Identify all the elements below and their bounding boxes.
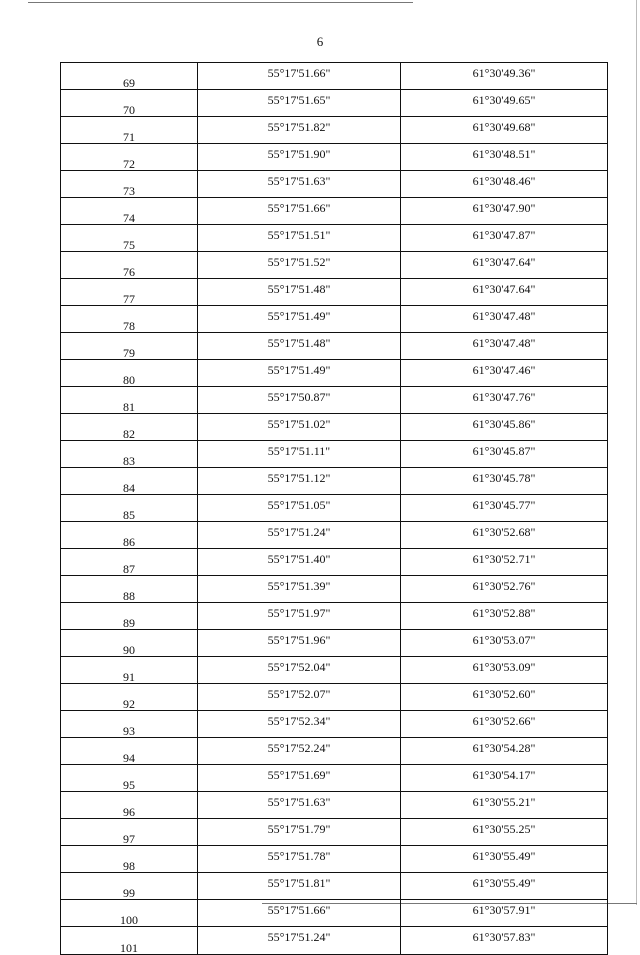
- point-number-cell: 94: [61, 738, 198, 765]
- latitude-cell: 55°17'52.24": [198, 738, 401, 765]
- longitude-cell: 61°30'55.21": [401, 792, 608, 819]
- latitude-cell: 55°17'51.52": [198, 252, 401, 279]
- point-number-cell: 91: [61, 657, 198, 684]
- longitude-cell: 61°30'47.76": [401, 387, 608, 414]
- point-number-cell: 73: [61, 171, 198, 198]
- longitude-cell: 61°30'45.77": [401, 495, 608, 522]
- longitude-cell: 61°30'52.71": [401, 549, 608, 576]
- point-number-cell: 90: [61, 630, 198, 657]
- latitude-cell: 55°17'51.12": [198, 468, 401, 495]
- table-row: [61, 819, 608, 846]
- point-number-cell: 77: [61, 279, 198, 306]
- latitude-cell: 55°17'51.63": [198, 792, 401, 819]
- latitude-cell: 55°17'51.66": [198, 63, 401, 90]
- table-row: [61, 522, 608, 549]
- table-row: [61, 576, 608, 603]
- point-number-cell: 93: [61, 711, 198, 738]
- point-number-cell: 95: [61, 765, 198, 792]
- point-number-cell: 87: [61, 549, 198, 576]
- longitude-cell: 61°30'52.66": [401, 711, 608, 738]
- point-number-cell: 81: [61, 387, 198, 414]
- latitude-cell: 55°17'51.51": [198, 225, 401, 252]
- table-row: [61, 711, 608, 738]
- longitude-cell: 61°30'47.48": [401, 306, 608, 333]
- table-row: [61, 927, 608, 955]
- table-row: [61, 765, 608, 792]
- latitude-cell: 55°17'51.49": [198, 360, 401, 387]
- longitude-cell: 61°30'45.86": [401, 414, 608, 441]
- latitude-cell: 55°17'51.02": [198, 414, 401, 441]
- longitude-cell: 61°30'52.76": [401, 576, 608, 603]
- latitude-cell: 55°17'51.63": [198, 171, 401, 198]
- point-number-cell: 74: [61, 198, 198, 225]
- table-row: [61, 306, 608, 333]
- latitude-cell: 55°17'51.79": [198, 819, 401, 846]
- latitude-cell: 55°17'51.97": [198, 603, 401, 630]
- longitude-cell: 61°30'55.49": [401, 873, 608, 900]
- table-row: [61, 333, 608, 360]
- longitude-cell: 61°30'57.91": [401, 900, 608, 927]
- longitude-cell: 61°30'47.48": [401, 333, 608, 360]
- longitude-cell: 61°30'57.83": [401, 927, 608, 955]
- latitude-cell: 55°17'51.11": [198, 441, 401, 468]
- longitude-cell: 61°30'49.65": [401, 90, 608, 117]
- table-row: [61, 63, 608, 90]
- table-row: [61, 387, 608, 414]
- table-row: [61, 846, 608, 873]
- latitude-cell: 55°17'52.07": [198, 684, 401, 711]
- latitude-cell: 55°17'51.78": [198, 846, 401, 873]
- latitude-cell: 55°17'51.24": [198, 927, 401, 955]
- point-number-cell: 89: [61, 603, 198, 630]
- point-number-cell: 86: [61, 522, 198, 549]
- point-number-cell: 71: [61, 117, 198, 144]
- latitude-cell: 55°17'51.48": [198, 333, 401, 360]
- point-number-cell: 83: [61, 441, 198, 468]
- longitude-cell: 61°30'45.87": [401, 441, 608, 468]
- longitude-cell: 61°30'55.25": [401, 819, 608, 846]
- latitude-cell: 55°17'51.82": [198, 117, 401, 144]
- page-number: 6: [316, 34, 324, 49]
- point-number-cell: 72: [61, 144, 198, 171]
- table-row: [61, 279, 608, 306]
- table-row: [61, 468, 608, 495]
- table-row: [61, 90, 608, 117]
- longitude-cell: 61°30'49.36": [401, 63, 608, 90]
- longitude-cell: 61°30'47.46": [401, 360, 608, 387]
- latitude-cell: 55°17'51.66": [198, 900, 401, 927]
- table-row: [61, 738, 608, 765]
- point-number-cell: 88: [61, 576, 198, 603]
- latitude-cell: 55°17'51.66": [198, 198, 401, 225]
- point-number-cell: 78: [61, 306, 198, 333]
- point-number-cell: 98: [61, 846, 198, 873]
- longitude-cell: 61°30'55.49": [401, 846, 608, 873]
- scan-edge-right: [636, 0, 637, 905]
- point-number-cell: 80: [61, 360, 198, 387]
- latitude-cell: 55°17'51.65": [198, 90, 401, 117]
- longitude-cell: 61°30'47.64": [401, 279, 608, 306]
- table-row: [61, 225, 608, 252]
- point-number-cell: 84: [61, 468, 198, 495]
- longitude-cell: 61°30'48.51": [401, 144, 608, 171]
- point-number-cell: 82: [61, 414, 198, 441]
- longitude-cell: 61°30'45.78": [401, 468, 608, 495]
- point-number-cell: 69: [61, 63, 198, 90]
- longitude-cell: 61°30'52.68": [401, 522, 608, 549]
- table-row: [61, 900, 608, 927]
- point-number-cell: 97: [61, 819, 198, 846]
- latitude-cell: 55°17'51.49": [198, 306, 401, 333]
- longitude-cell: 61°30'49.68": [401, 117, 608, 144]
- table-row: [61, 873, 608, 900]
- latitude-cell: 55°17'52.04": [198, 657, 401, 684]
- point-number-cell: 92: [61, 684, 198, 711]
- latitude-cell: 55°17'51.81": [198, 873, 401, 900]
- table-row: [61, 657, 608, 684]
- longitude-cell: 61°30'47.64": [401, 252, 608, 279]
- table-row: [61, 792, 608, 819]
- latitude-cell: 55°17'52.34": [198, 711, 401, 738]
- table-row: [61, 414, 608, 441]
- latitude-cell: 55°17'51.05": [198, 495, 401, 522]
- point-number-cell: 96: [61, 792, 198, 819]
- longitude-cell: 61°30'47.87": [401, 225, 608, 252]
- table-row: [61, 171, 608, 198]
- scan-edge-top: [28, 2, 413, 3]
- longitude-cell: 61°30'53.09": [401, 657, 608, 684]
- latitude-cell: 55°17'51.69": [198, 765, 401, 792]
- longitude-cell: 61°30'48.46": [401, 171, 608, 198]
- table-row: [61, 360, 608, 387]
- table-row: [61, 198, 608, 225]
- latitude-cell: 55°17'51.90": [198, 144, 401, 171]
- point-number-cell: 101: [61, 927, 198, 955]
- table-row: [61, 630, 608, 657]
- point-number-cell: 75: [61, 225, 198, 252]
- longitude-cell: 61°30'52.88": [401, 603, 608, 630]
- coordinates-table: [60, 62, 608, 955]
- table-row: [61, 549, 608, 576]
- latitude-cell: 55°17'50.87": [198, 387, 401, 414]
- point-number-cell: 85: [61, 495, 198, 522]
- point-number-cell: 79: [61, 333, 198, 360]
- table-row: [61, 252, 608, 279]
- latitude-cell: 55°17'51.40": [198, 549, 401, 576]
- point-number-cell: 70: [61, 90, 198, 117]
- table-row: [61, 441, 608, 468]
- longitude-cell: 61°30'52.60": [401, 684, 608, 711]
- latitude-cell: 55°17'51.39": [198, 576, 401, 603]
- latitude-cell: 55°17'51.48": [198, 279, 401, 306]
- point-number-cell: 76: [61, 252, 198, 279]
- longitude-cell: 61°30'47.90": [401, 198, 608, 225]
- point-number-cell: 100: [61, 900, 198, 927]
- table-row: [61, 684, 608, 711]
- latitude-cell: 55°17'51.96": [198, 630, 401, 657]
- table-row: [61, 144, 608, 171]
- point-number-cell: 99: [61, 873, 198, 900]
- longitude-cell: 61°30'54.17": [401, 765, 608, 792]
- table-row: [61, 495, 608, 522]
- longitude-cell: 61°30'53.07": [401, 630, 608, 657]
- longitude-cell: 61°30'54.28": [401, 738, 608, 765]
- coordinates-table-body: [61, 63, 608, 955]
- latitude-cell: 55°17'51.24": [198, 522, 401, 549]
- table-row: [61, 603, 608, 630]
- table-row: [61, 117, 608, 144]
